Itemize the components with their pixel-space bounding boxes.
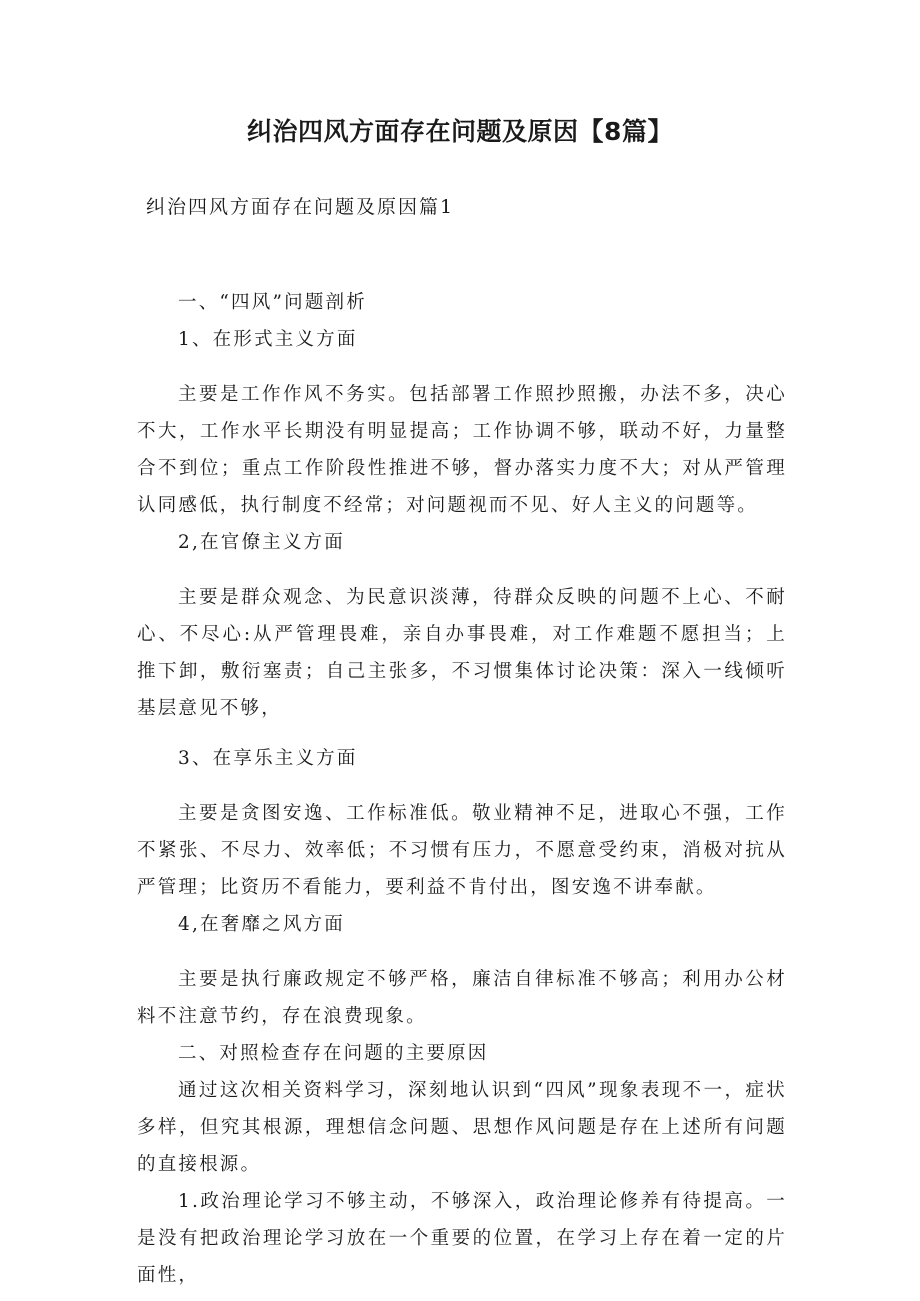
section-heading-1: 一、“四风”问题剖析 <box>178 292 367 313</box>
paragraph-bureaucratism: 主要是群众观念、为民意识淡薄，待群众反映的问题不上心、不耐心、不尽心:从严管理畏难，亲自办事畏难，对工作难题不愿担当；上推下卸，敷衍塞责；自己主张多，不习惯集体讨论决策：深入一线倾听基层意见不够， <box>137 587 787 719</box>
paragraph-extravagance: 主要是执行廉政规定不够严格，廉洁自律标准不够高；利用办公材料不注意节约，存在浪费现象。 <box>137 969 787 1027</box>
document-subtitle: 纠治四风方面存在问题及原因篇1 <box>146 196 455 218</box>
sub-heading-extravagance: 4,在奢靡之风方面 <box>178 914 345 935</box>
section-heading-2: 二、对照检查存在问题的主要原因 <box>178 1043 489 1064</box>
document-body <box>137 284 787 1294</box>
paragraph-formalism: 主要是工作作风不务实。包括部署工作照抄照搬，办法不多，决心不大，工作水平长期没有明显提高；工作协调不够，联动不好，力量整合不到位；重点工作阶段性推进不够，督办落实力度不大；对从严管理认同感低，执行制度不经常；对问题视而不见、好人主义的问题等。 <box>137 384 787 516</box>
sub-heading-formalism: 1、在形式主义方面 <box>178 329 358 350</box>
sub-heading-hedonism: 3、在享乐主义方面 <box>178 748 358 769</box>
paragraph-cause-1: 1.政治理论学习不够主动，不够深入，政治理论修养有待提高。一是没有把政治理论学习放在一个重要的位置，在学习上存在着一定的片面性， <box>137 1191 787 1286</box>
document-title: 纠治四风方面存在问题及原因【8篇】 <box>247 117 673 146</box>
sub-heading-bureaucratism: 2,在官僚主义方面 <box>178 532 345 553</box>
paragraph-causes-intro: 通过这次相关资料学习，深刻地认识到“四风”现象表现不一，症状多样，但究其根源，理想信念问题、思想作风问题是存在上述所有问题的直接根源。 <box>137 1080 787 1175</box>
paragraph-hedonism: 主要是贪图安逸、工作标准低。敬业精神不足，进取心不强，工作不紧张、不尽力、效率低；不习惯有压力，不愿意受约束，消极对抗从严管理；比资历不看能力，要利益不肯付出，图安逸不讲奉献。 <box>137 803 787 898</box>
